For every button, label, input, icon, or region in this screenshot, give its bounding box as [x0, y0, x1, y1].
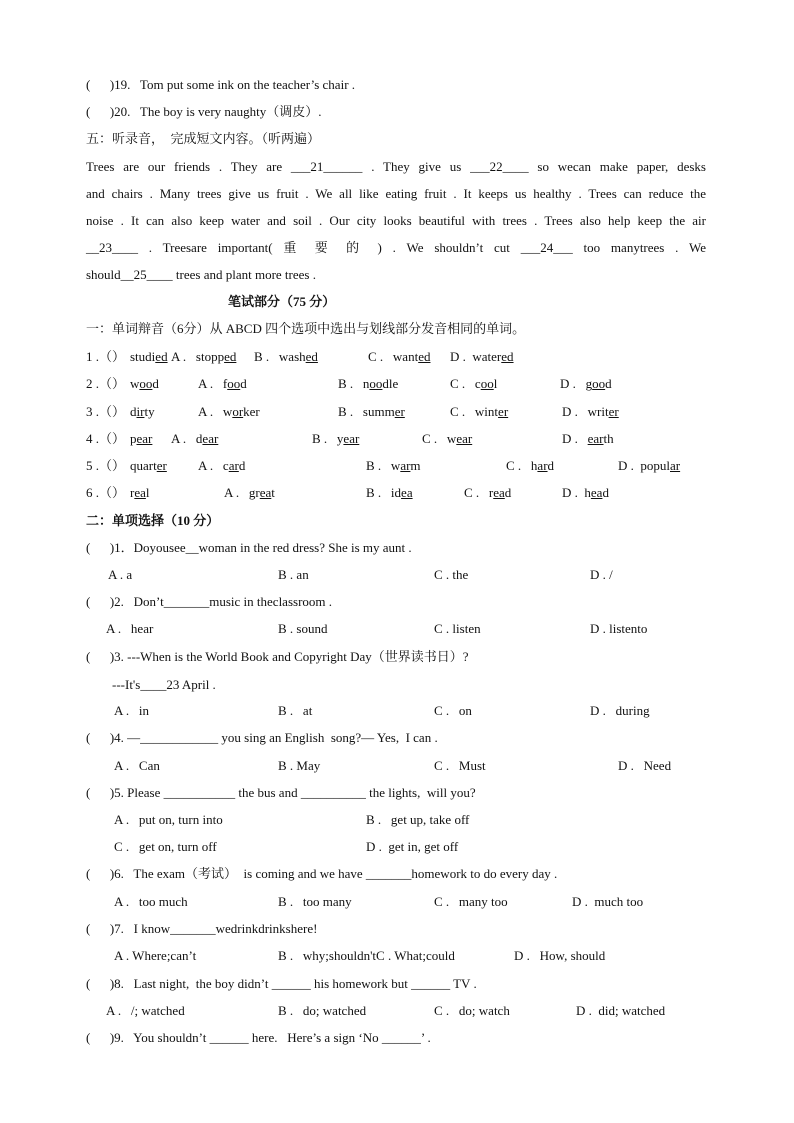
option: B . get up, take off [366, 812, 470, 827]
underlined-sound: oo [139, 376, 153, 391]
underlined-sound: ear [136, 431, 153, 446]
question-3: ( )3. ---When is the World Book and Copyright Day（世界读书日）? [86, 649, 469, 664]
word [562, 485, 609, 500]
phonics-option [171, 431, 218, 447]
phonics-option [464, 485, 511, 501]
option: C . do; watch [434, 1003, 510, 1018]
word-part: quart [130, 458, 157, 473]
underlined-sound: oo [227, 376, 241, 391]
phonics-option [450, 349, 514, 365]
word-part: D . [562, 431, 588, 446]
word-part: l [145, 485, 150, 500]
option: C . many too [434, 894, 508, 909]
phonics-option [312, 431, 359, 447]
word-part: B . y [312, 431, 344, 446]
word-part: A . stopp [171, 349, 225, 364]
question-8: ( )8. Last night, the boy didn’t ______ his homework but ______ TV . [86, 976, 477, 991]
phonics-option [338, 376, 398, 392]
word-part: A . d [171, 431, 203, 446]
word-part: d [602, 485, 609, 500]
phonics-question-number: 1 .（） [86, 349, 126, 364]
phonics-option [450, 404, 508, 420]
word [562, 404, 619, 419]
word [130, 376, 159, 391]
underlined-sound: ear [202, 431, 219, 446]
option: D . during [590, 703, 650, 718]
word-part: d [504, 485, 512, 500]
word-part: t [271, 485, 275, 500]
word-part: C . r [464, 485, 494, 500]
word [198, 376, 247, 391]
word-part: A . f [198, 376, 228, 391]
word-part: B . summ [338, 404, 395, 419]
word-part: d [605, 376, 612, 391]
phonics-question-number: 6 .（） [86, 485, 126, 500]
phonics-option [450, 376, 497, 392]
word-part: D . g [560, 376, 593, 391]
phonics-option [366, 458, 421, 474]
phonics-target-word [130, 349, 168, 365]
word [618, 458, 680, 473]
underlined-sound: er [498, 404, 509, 419]
underlined-sound: ed [305, 349, 318, 364]
word [366, 485, 413, 500]
phonics-option [198, 458, 245, 474]
word-part: studi [130, 349, 156, 364]
phonics-target-word [130, 485, 150, 501]
passage-line: Trees are our friends . They are ___21______ . They give us ___22____ so wecan make paper, desks [86, 159, 706, 174]
word-part: d [240, 376, 247, 391]
word-part: ty [144, 404, 155, 419]
word-part: D . h [562, 485, 591, 500]
underlined-sound: ear [343, 431, 360, 446]
underlined-sound: er [156, 458, 167, 473]
word-part: B . wash [254, 349, 306, 364]
option: C . Must [434, 758, 486, 773]
option: D . get in, get off [366, 839, 459, 854]
word-part: d [152, 376, 159, 391]
option: A . hear [106, 621, 154, 636]
underlined-sound: ea [134, 485, 146, 500]
underlined-sound: oo [369, 376, 383, 391]
word [366, 458, 421, 473]
phonics-option [338, 404, 405, 420]
word-part: r [130, 485, 135, 500]
underlined-sound: ea [401, 485, 413, 500]
word-part: B . n [338, 376, 370, 391]
option: D . listento [590, 621, 648, 636]
word-part: C . wint [450, 404, 499, 419]
underlined-sound: oo [592, 376, 606, 391]
option: D . Need [618, 758, 672, 773]
phonics-title: 一：单词辩音（6分）从 ABCD 四个选项中选出与划线部分发音相同的单词。 [86, 321, 526, 336]
word-part: dle [382, 376, 399, 391]
word-part: d [130, 404, 137, 419]
option: C . on [434, 703, 472, 718]
option: A . in [114, 703, 150, 718]
option: B . sound [278, 621, 328, 636]
phonics-option [254, 349, 318, 365]
word [224, 485, 275, 500]
underlined-sound: ea [590, 485, 603, 500]
mc-title: 二：单项选择（10 分） [86, 513, 220, 528]
question-20: ( )20. The boy is very naughty（调皮）. [86, 104, 322, 119]
option: A . Where;can’t [114, 948, 197, 963]
option: D . / [590, 567, 613, 582]
word-part: w [130, 376, 140, 391]
phonics-option [368, 349, 430, 365]
word-part: A . gr [224, 485, 260, 500]
word [198, 458, 245, 473]
phonics-option [198, 376, 247, 392]
word-part: m [410, 458, 421, 473]
underlined-sound: ir [136, 404, 145, 419]
word-part: p [130, 431, 137, 446]
underlined-sound: ar [670, 458, 681, 473]
question-4: ( )4. —____________ you sing an English song?— Yes, I can . [86, 730, 438, 745]
question-9: ( )9. You shouldn’t ______ here. Here’s a sign ‘No ______’ . [86, 1030, 431, 1045]
section-5-title: 五：听录音， 完成短文内容。（听两遍） [86, 131, 321, 146]
word-part: A . w [198, 404, 233, 419]
word [130, 431, 152, 446]
word [130, 485, 150, 500]
underlined-sound: er [394, 404, 405, 419]
word [338, 404, 405, 419]
phonics-option [560, 376, 612, 392]
phonics-target-word [130, 458, 167, 474]
option: A . put on, turn into [114, 812, 223, 827]
word [338, 376, 398, 391]
word-part: C . want [368, 349, 419, 364]
word-part: l [493, 376, 498, 391]
phonics-option [562, 431, 614, 447]
word-part: B . w [366, 458, 401, 473]
phonics-option [562, 404, 619, 420]
word [560, 376, 612, 391]
word-part: C . w [422, 431, 457, 446]
option: B . at [278, 703, 313, 718]
word [464, 485, 511, 500]
option: C . listen [434, 621, 481, 636]
phonics-target-word [130, 376, 159, 392]
phonics-question-number: 3 .（） [86, 404, 126, 419]
word-part: D . popul [618, 458, 670, 473]
word [312, 431, 359, 446]
underlined-sound: oo [480, 376, 494, 391]
word [450, 404, 508, 419]
word [506, 458, 554, 473]
phonics-option [422, 431, 472, 447]
underlined-sound: ea [493, 485, 505, 500]
phonics-question-number: 4 .（） [86, 431, 126, 446]
passage-line: __23____ . Treesare important( 重 要 的 ) . We shouldn’t cut ___24___ too manytrees . We [86, 240, 706, 255]
word [171, 431, 218, 446]
word [198, 404, 260, 419]
word-part: ker [243, 404, 260, 419]
word-part: d [238, 458, 246, 473]
option: D . did; watched [576, 1003, 666, 1018]
word [254, 349, 318, 364]
question-6: ( )6. The exam（考试） is coming and we have _______homework to do every day . [86, 866, 558, 881]
option: D . How, should [514, 948, 606, 963]
word-part: d [547, 458, 555, 473]
option: B . do; watched [278, 1003, 367, 1018]
word-part: C . h [506, 458, 538, 473]
phonics-option [224, 485, 275, 501]
phonics-option [618, 458, 680, 474]
underlined-sound: ed [418, 349, 431, 364]
passage-line: noise . It can also keep water and soil . Our city looks beautiful with trees . Trees also help keep the air [86, 213, 706, 228]
phonics-target-word [130, 404, 155, 420]
word [422, 431, 472, 446]
phonics-question-number: 5 .（） [86, 458, 126, 473]
written-section-title: 笔试部分（75 分） [228, 294, 336, 309]
word [562, 431, 614, 446]
underlined-sound: ed [155, 349, 168, 364]
underlined-sound: ea [259, 485, 272, 500]
word [130, 349, 168, 364]
word [368, 349, 430, 364]
question-19: ( )19. Tom put some ink on the teacher’s chair . [86, 77, 356, 92]
question-1: ( )1．Doyousee__woman in the red dress? She is my aunt . [86, 540, 412, 555]
underlined-sound: er [608, 404, 619, 419]
underlined-sound: ear [587, 431, 604, 446]
passage-line: and chairs . Many trees give us fruit . We all like eating fruit . It keeps us healthy . Trees can reduce the [86, 186, 706, 201]
underlined-sound: ar [400, 458, 411, 473]
option: B . an [278, 567, 309, 582]
option: C . the [434, 567, 469, 582]
underlined-sound: ed [224, 349, 237, 364]
option: A . too much [114, 894, 188, 909]
phonics-target-word [130, 431, 152, 447]
word [171, 349, 236, 364]
phonics-option [366, 485, 413, 501]
question-2: ( )2. Don’t_______music in theclassroom . [86, 594, 333, 609]
option: A . /; watched [106, 1003, 185, 1018]
option: B . May [278, 758, 321, 773]
word-part: A . c [198, 458, 229, 473]
option: B . why;shouldn'tC . What;could [278, 948, 455, 963]
option: A . Can [114, 758, 160, 773]
question-3-answer-line: ---It's____23 April . [86, 677, 216, 692]
option: A . a [108, 567, 133, 582]
question-5: ( )5. Please ___________ the bus and __________ the lights, will you? [86, 785, 476, 800]
word-part: B . id [366, 485, 402, 500]
underlined-sound: ar [537, 458, 548, 473]
phonics-option [562, 485, 609, 501]
phonics-option [171, 349, 236, 365]
passage-line: should__25____ trees and plant more trees . [86, 267, 316, 282]
underlined-sound: ear [456, 431, 473, 446]
option: C . get on, turn off [114, 839, 217, 854]
question-7: ( )7. I know_______wedrinkdrinkshere! [86, 921, 318, 936]
phonics-option [198, 404, 260, 420]
word-part: th [603, 431, 614, 446]
word [130, 404, 155, 419]
underlined-sound: or [232, 404, 244, 419]
word-part: C . c [450, 376, 481, 391]
word-part: D . water [450, 349, 502, 364]
phonics-question-number: 2 .（） [86, 376, 126, 391]
phonics-option [506, 458, 554, 474]
option: B . too many [278, 894, 352, 909]
option: D . much too [572, 894, 644, 909]
word [450, 349, 514, 364]
underlined-sound: ar [228, 458, 239, 473]
word-part: D . writ [562, 404, 609, 419]
word [130, 458, 167, 473]
word [450, 376, 497, 391]
underlined-sound: ed [501, 349, 514, 364]
